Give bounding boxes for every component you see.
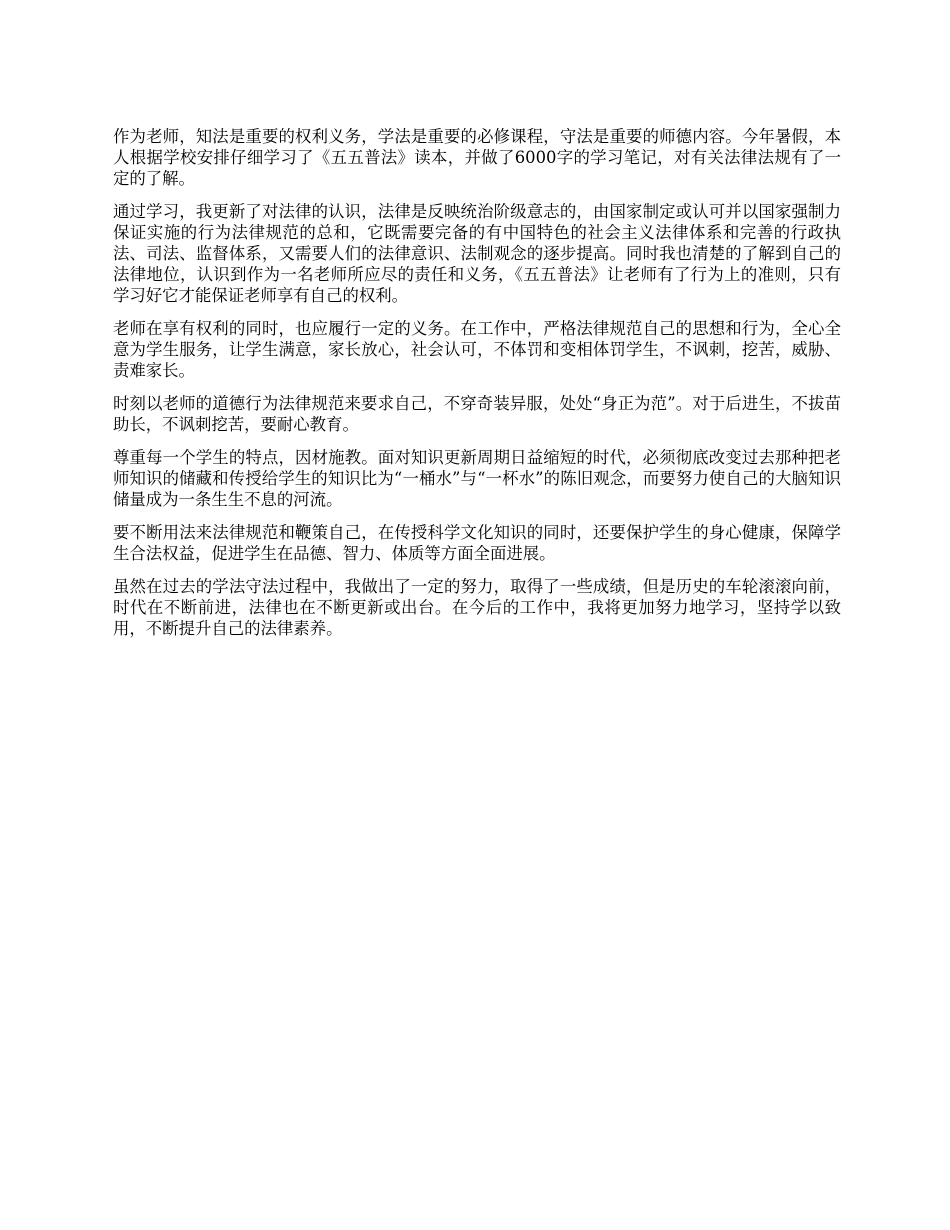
paragraph-7: 虽然在过去的学法守法过程中，我做出了一定的努力，取得了一些成绩，但是历史的车轮滚滚向前，时代在不断前进，法律也在不断更新或出台。在今后的工作中，我将更加努力地学习，坚持学以致用，不断提升自己的法律素养。	[113, 577, 841, 638]
paragraph-4: 时刻以老师的道德行为法律规范来要求自己，不穿奇装异服，处处“身正为范”。对于后进生，不拔苗助长，不讽刺挖苦，要耐心教育。	[113, 394, 841, 434]
paragraph-5: 尊重每一个学生的特点，因材施教。面对知识更新周期日益缩短的时代，必须彻底改变过去那种把老师知识的储藏和传授给学生的知识比为“一桶水”与“一杯水”的陈旧观念，而要努力使自己的大脑知识储量成为一条生生不息的河流。	[113, 448, 841, 509]
paragraph-6: 要不断用法来法律规范和鞭策自己，在传授科学文化知识的同时，还要保护学生的身心健康，保障学生合法权益，促进学生在品德、智力、体质等方面全面进展。	[113, 523, 841, 563]
document-body	[113, 126, 841, 651]
paragraph-1: 作为老师，知法是重要的权利义务，学法是重要的必修课程，守法是重要的师德内容。今年暑假，本人根据学校安排仔细学习了《五五普法》读本，并做了6000字的学习笔记，对有关法律法规有了一定的了解。	[113, 127, 841, 188]
paragraph-3: 老师在享有权利的同时，也应履行一定的义务。在工作中，严格法律规范自己的思想和行为，全心全意为学生服务，让学生满意，家长放心，社会认可，不体罚和变相体罚学生，不讽刺，挖苦，威胁、责难家长。	[113, 319, 841, 380]
paragraph-2: 通过学习，我更新了对法律的认识，法律是反映统治阶级意志的，由国家制定或认可并以国家强制力保证实施的行为法律规范的总和，它既需要完备的有中国特色的社会主义法律体系和完善的行政执法、司法、监督体系，又需要人们的法律意识、法制观念的逐步提高。同时我也清楚的了解到自己的法律地位，认识到作为一名老师所应尽的责任和义务，《五五普法》让老师有了行为上的准则，只有学习好它才能保证老师享有自己的权利。	[113, 202, 841, 305]
